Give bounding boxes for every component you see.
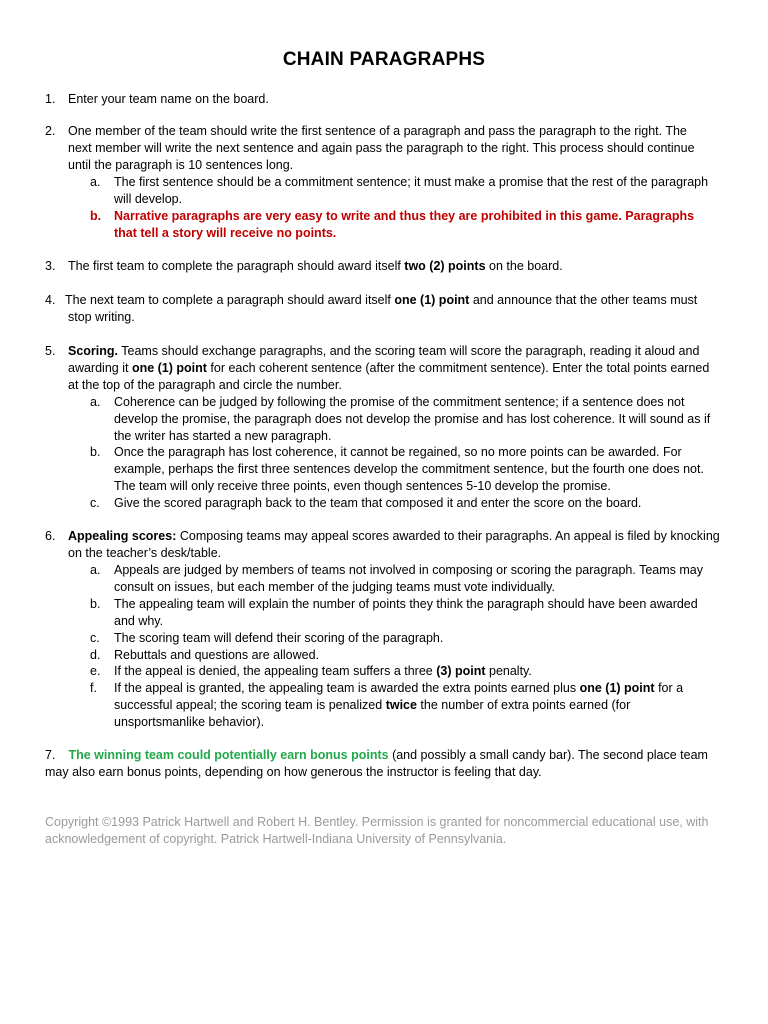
item-text <box>68 343 716 394</box>
item-text-bold: one (1) point <box>394 293 470 307</box>
list-item-5 <box>45 343 725 395</box>
sub-letter: d. <box>90 648 101 662</box>
sub-letter: b. <box>90 209 102 223</box>
item-text-pre: Teams should exchange paragraphs, and the scoring team will score the paragraph, reading it aloud and awarding it <box>68 344 700 375</box>
item-text <box>65 292 697 309</box>
sub-text-post: the number of extra points earned (for unsportsmanlike behavior). <box>114 698 631 729</box>
sub-text: Coherence can be judged by following the promise of the commitment sentence; if a sentence does not develop the promise, the paragraph does not develop the promise and has lost coherence. It will sound as if the writer has started a new paragraph. <box>114 395 711 443</box>
sub-text-bold: one (1) point <box>579 681 655 695</box>
sub-text-pre: If the appeal is granted, the appealing team is awarded the extra points earned plus <box>114 681 580 695</box>
sub-text-mid: for a successful appeal; the scoring team is penalized <box>114 681 684 712</box>
sub-letter: c. <box>90 496 100 510</box>
sub-text: The scoring team will defend their scoring of the paragraph. <box>114 631 444 645</box>
sub-text: The first sentence should be a commitment sentence; it must make a promise that the rest of the paragraph will develop. <box>114 175 709 206</box>
page-title: CHAIN PARAGRAPHS <box>282 49 486 70</box>
item-text <box>68 258 563 275</box>
item-text-bold: two (2) points <box>404 259 486 273</box>
item-text-pre: The first team to complete the paragraph should award itself <box>68 259 405 273</box>
sub-text: Once the paragraph has lost coherence, it cannot be regained, so no more points can be awarded. For example, perhaps the first three sentences develop the commitment sentence, but the fourth one does not. The team will only receive three points, even though sentences 5-10 develop the promise. <box>114 445 704 493</box>
sub-letter: a. <box>90 563 101 577</box>
sub-letter: c. <box>90 631 100 645</box>
sub-text <box>114 680 714 731</box>
item-text-post: on the board. <box>485 259 563 273</box>
item-lead: Appealing scores: <box>68 529 177 543</box>
sub-text-pre: If the appeal is denied, the appealing team suffers a three <box>114 664 437 678</box>
item-number: 1. <box>45 92 56 106</box>
sub-text: Appeals are judged by members of teams not involved in composing or scoring the paragraph. Teams may consult on issues, but each member of the judging teams must vote individually. <box>114 563 703 594</box>
item-text <box>68 528 720 562</box>
item-number: 4. <box>45 293 56 307</box>
sub-text-bold2: twice <box>385 698 417 712</box>
item-number: 3. <box>45 259 56 273</box>
item-number: 7. <box>45 748 56 762</box>
item-text-bold: one (1) point <box>131 361 207 375</box>
list-item-2 <box>45 123 725 172</box>
item-text-post: and announce that the other teams must <box>469 293 698 307</box>
sub-text: Give the scored paragraph back to the team that composed it and enter the score on the board. <box>114 496 642 510</box>
list-item-4 <box>45 292 725 326</box>
sub-letter: a. <box>90 395 101 409</box>
sub-letter: f. <box>90 681 97 695</box>
item-text-line1: One member of the team should write the first sentence of a paragraph and pass the paragraph to the right. The <box>68 124 687 138</box>
list-item-7 <box>45 747 725 781</box>
sub-text: The appealing team will explain the number of points they think the paragraph should have been awarded and why. <box>114 597 698 628</box>
sub-text: Narrative paragraphs are very easy to write and thus they are prohibited in this game. Paragraphs that tell a story will receive no points. <box>114 209 695 240</box>
item-text <box>45 747 723 781</box>
item-text-green: The winning team could potentially earn bonus points <box>68 748 389 762</box>
sub-letter: b. <box>90 597 101 611</box>
sub-text-post: penalty. <box>485 664 532 678</box>
item-number: 5. <box>45 344 56 358</box>
sub-text-bold: (3) point <box>436 664 486 678</box>
sub-letter: a. <box>90 175 101 189</box>
copyright-notice: Copyright ©1993 Patrick Hartwell and Robert H. Bentley. Permission is granted for noncommercial educational use, with acknowledgement of copyright. Patrick Hartwell-Indiana University of Pennsylvania. <box>45 815 709 846</box>
sub-text: Rebuttals and questions are allowed. <box>114 648 319 662</box>
item-text-pre: The next team to complete a paragraph should award itself <box>65 293 395 307</box>
item-lead: Scoring. <box>68 344 119 358</box>
item-text-post: for each coherent sentence (after the commitment sentence). Enter the total points earned at the top of the paragraph and circle the number. <box>68 361 710 392</box>
item-text-rest: (and possibly a small candy bar). The second place team may also earn bonus points, depending on how generous the instructor is feeling that day. <box>45 748 708 779</box>
item-text-rest: next member will write the next sentence and again pass the paragraph to the right. This process should continue until the paragraph is 10 sentences long. <box>68 141 695 172</box>
sub-letter: e. <box>90 664 101 678</box>
list-item-6 <box>45 528 725 562</box>
item-text-rest: Composing teams may appeal scores awarded to their paragraphs. An appeal is filed by knocking on the teacher’s desk/table. <box>68 529 720 560</box>
item-text: Enter your team name on the board. <box>68 92 269 106</box>
sub-text <box>114 663 714 680</box>
item-number: 2. <box>45 124 56 138</box>
item-number: 6. <box>45 529 56 543</box>
item-text-line2: stop writing. <box>68 310 135 324</box>
sub-letter: b. <box>90 445 101 459</box>
